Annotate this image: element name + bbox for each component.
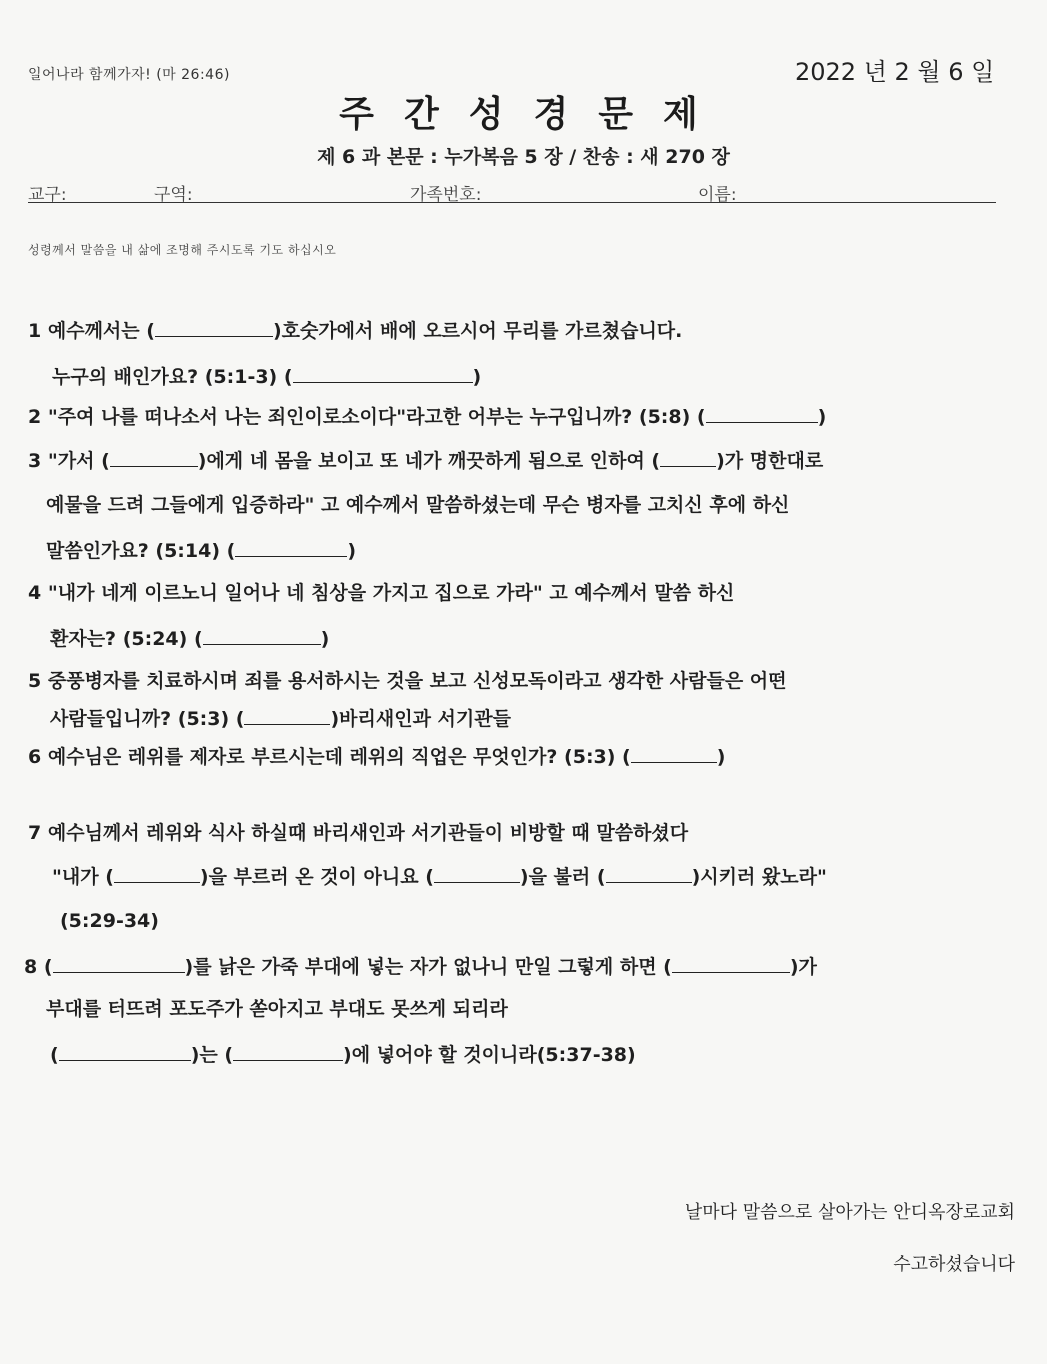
question-7-line-1	[28, 818, 688, 845]
answer-blank[interactable]	[53, 956, 185, 973]
question-text: )에게 네 몸을 보이고 또 네가 깨끗하게 됨으로 인하여 (	[197, 450, 661, 472]
question-1-line-2	[52, 362, 481, 389]
answer-blank[interactable]	[244, 708, 330, 725]
question-3-line-2: 예물을 드려 그들에게 입증하라" 고 예수께서 말씀하셨는데 무슨 병자를 고치신 후에 하신	[46, 494, 790, 516]
question-text: )시키러 왔노라"	[691, 866, 827, 888]
question-number: 4	[28, 582, 42, 604]
question-4-line-2	[50, 624, 329, 651]
question-text: 누구의 배인가요? (5:1-3) (	[52, 366, 293, 388]
question-text: )를 낡은 가죽 부대에 넣는 자가 없나니 만일 그렇게 하면 (	[184, 956, 672, 978]
answer-blank[interactable]	[235, 540, 347, 557]
question-text: )바리새인과 서기관들	[330, 708, 511, 730]
question-text: )	[817, 406, 827, 428]
answer-blank[interactable]	[114, 866, 200, 883]
question-number: 8	[24, 956, 38, 978]
question-text: "내가 네게 이르노니 일어나 네 침상을 가지고 집으로 가라" 고 예수께서 말씀 하신	[47, 582, 735, 604]
question-text: (	[50, 1044, 59, 1066]
answer-blank[interactable]	[203, 628, 321, 645]
question-text: 사람들입니까? (5:3) (	[50, 708, 245, 730]
prayer-instruction: 성령께서 말씀을 내 삶에 조명해 주시도록 기도 하십시오	[28, 243, 337, 257]
question-number: 1	[28, 320, 42, 342]
answer-blank[interactable]	[706, 406, 818, 423]
question-3-line-1	[28, 446, 823, 473]
question-7-line-3: (5:29-34)	[60, 910, 159, 932]
question-text: )을 부르러 온 것이 아니요 (	[199, 866, 434, 888]
answer-blank[interactable]	[59, 1044, 191, 1061]
footer-church-line: 날마다 말씀으로 살아가는 안디옥장로교회	[684, 1202, 1015, 1223]
question-5-line-1	[28, 666, 787, 693]
answer-blank[interactable]	[631, 746, 717, 763]
question-7-line-2	[52, 862, 827, 889]
question-text: )	[716, 746, 726, 768]
question-text: )	[320, 628, 330, 650]
question-8-line-2: 부대를 터뜨려 포도주가 쏟아지고 부대도 못쓰게 되리라	[46, 998, 508, 1020]
answer-blank[interactable]	[155, 320, 273, 337]
question-text: )	[472, 366, 482, 388]
footer-thanks: 수고하셨습니다	[893, 1254, 1015, 1275]
question-5-line-2	[50, 704, 511, 731]
church-field-label: 교구:	[28, 185, 67, 205]
question-2-line-1	[28, 402, 826, 429]
question-text: )가 명한대로	[716, 450, 824, 472]
question-text: 예수님은 레위를 제자로 부르시는데 레위의 직업은 무엇인가? (5:3) (	[47, 746, 631, 768]
question-text: "주여 나를 떠나소서 나는 죄인이로소이다"라고한 어부는 누구입니까? (5:8) (	[47, 406, 706, 428]
answer-blank[interactable]	[660, 450, 716, 467]
question-8-line-3	[50, 1040, 636, 1067]
page-title: 주간성경문제	[339, 94, 728, 135]
family-number-field-label: 가족번호:	[410, 185, 482, 205]
district-field-label: 구역:	[154, 185, 193, 205]
question-3-line-3	[46, 536, 356, 563]
question-text: )호숫가에서 배에 오르시어 무리를 가르쳤습니다.	[272, 320, 683, 342]
motto-text: 일어나라 함께가자! (마 26:46)	[28, 67, 230, 83]
question-4-line-1	[28, 578, 734, 605]
question-text: )	[347, 540, 357, 562]
question-number: 2	[28, 406, 42, 428]
question-text: )는 (	[190, 1044, 234, 1066]
question-text: "내가 (	[52, 866, 114, 888]
question-text: )에 넣어야 할 것이니라(5:37-38)	[343, 1044, 636, 1066]
answer-blank[interactable]	[233, 1044, 343, 1061]
answer-blank[interactable]	[434, 866, 520, 883]
answer-blank[interactable]	[672, 956, 790, 973]
question-text: )가	[789, 956, 817, 978]
question-number: 7	[28, 822, 42, 844]
question-number: 3	[28, 450, 42, 472]
lesson-subtitle: 제 6 과 본문 : 누가복음 5 장 / 찬송 : 새 270 장	[317, 146, 730, 168]
question-text: )을 불러 (	[519, 866, 606, 888]
question-text: 말씀인가요? (5:14) (	[46, 540, 236, 562]
question-text: (	[43, 956, 53, 978]
answer-blank[interactable]	[293, 366, 473, 383]
question-text: "가서 (	[47, 450, 110, 472]
question-text: 환자는? (5:24) (	[50, 628, 203, 650]
question-number: 6	[28, 746, 42, 768]
question-number: 5	[28, 670, 42, 692]
question-1-line-1	[28, 316, 682, 343]
question-text: 중풍병자를 치료하시며 죄를 용서하시는 것을 보고 신성모독이라고 생각한 사람들은 어떤	[47, 670, 787, 692]
question-text: 예수님께서 레위와 식사 하실때 바리새인과 서기관들이 비방할 때 말씀하셨다	[47, 822, 689, 844]
question-8-line-1	[24, 952, 817, 979]
name-field-label: 이름:	[698, 185, 737, 205]
answer-blank[interactable]	[606, 866, 692, 883]
date-text: 2022 년 2 월 6 일	[795, 58, 995, 86]
question-text: 예수께서는 (	[47, 320, 155, 342]
answer-blank[interactable]	[110, 450, 198, 467]
question-6-line-1	[28, 742, 725, 769]
info-fields-row	[28, 180, 996, 203]
